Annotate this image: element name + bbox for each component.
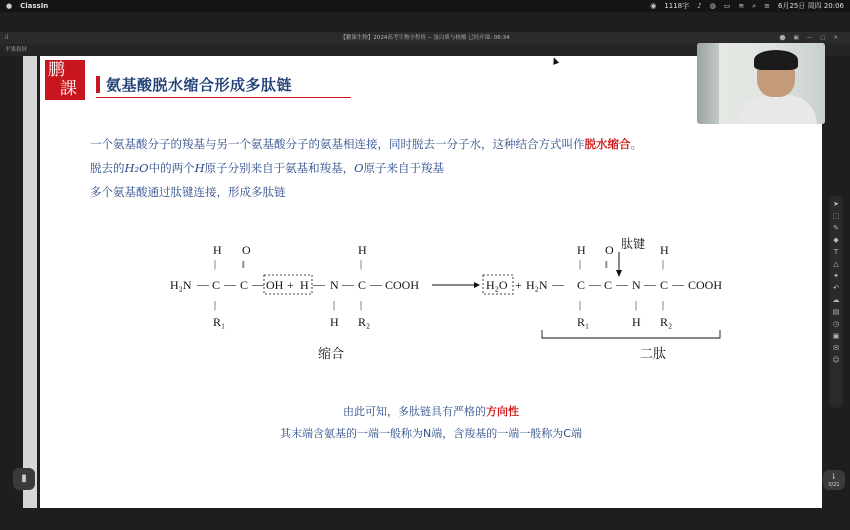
toolbox-icon[interactable]: ▤: [832, 308, 840, 316]
maximize-icon[interactable]: ▢: [820, 35, 826, 41]
app-name[interactable]: ClassIn: [20, 2, 49, 10]
dp-n-bond: |: [635, 300, 638, 311]
conclusion-1-highlight: 方向性: [486, 405, 519, 418]
p1-suffix: 。: [630, 137, 642, 151]
paragraph-1: [90, 136, 642, 152]
aa2-dash-2: —: [342, 277, 354, 291]
dp-dash-3: —: [616, 277, 628, 291]
heading-accent-bar: [96, 76, 100, 93]
brand-logo: [45, 60, 85, 100]
cloud-icon[interactable]: ☁: [832, 296, 840, 304]
peptide-bond-arrow-head: [616, 270, 622, 277]
aa2-c-alpha: C: [358, 278, 367, 292]
conclusion-line-1: [40, 403, 822, 419]
aa2-h-bottom: H: [330, 315, 339, 329]
dp-n: N: [632, 278, 641, 292]
p1-highlight: 脱水缩合: [584, 137, 631, 151]
battery-icon[interactable]: ▭: [723, 2, 731, 10]
p2-o: O: [354, 161, 364, 175]
signal-icon: ıl: [5, 34, 9, 41]
eraser-tool-icon[interactable]: ◆: [833, 236, 839, 244]
aa1-dash-2: —: [224, 277, 236, 291]
aa2-dash-3: —: [370, 277, 382, 291]
control-center-icon[interactable]: ≡: [764, 2, 771, 10]
mic-status-icon[interactable]: ⬤: [779, 35, 786, 41]
pointer-tool-icon[interactable]: ➤: [833, 200, 839, 208]
plus-sign-1: +: [287, 278, 294, 292]
aa2-n: N: [330, 278, 339, 292]
dp-r2: R₂: [660, 315, 673, 329]
close-icon[interactable]: ✕: [833, 35, 838, 41]
paragraph-3: 多个氨基酸通过肽键连接，形成多肽链: [90, 185, 286, 199]
video-bookshelf: [697, 43, 719, 124]
camera-status-icon[interactable]: ▣: [793, 35, 799, 41]
plus-sign-2: +: [515, 278, 522, 292]
wechat-icon[interactable]: ◍: [709, 2, 716, 10]
record-icon[interactable]: ◉: [650, 2, 657, 10]
water-molecule: H₂O: [486, 278, 508, 292]
chat-icon[interactable]: ✉: [833, 344, 839, 352]
undo-icon[interactable]: ↶: [833, 284, 839, 292]
dp-bond-bottom-1: |: [579, 300, 582, 311]
dp-dash-1: —: [552, 277, 564, 291]
dp-c-carbonyl: C: [604, 278, 613, 292]
p2-a: 脱去的: [90, 161, 125, 175]
p2-formula: H₂O: [124, 161, 149, 175]
aa1-double-bond: ‖: [242, 260, 245, 271]
apple-icon[interactable]: ●: [6, 2, 13, 10]
logo-char-2: 課: [60, 79, 77, 99]
oh-group: OH: [266, 278, 284, 292]
dp-bond-top-2: |: [662, 259, 665, 270]
aa2-cooh: COOH: [385, 278, 420, 292]
dp-dash-4: —: [644, 277, 656, 291]
laser-tool-icon[interactable]: ✦: [833, 272, 839, 280]
page-indicator-button[interactable]: ⇂ 0/21: [823, 470, 845, 490]
slide-heading: 氨基酸脱水缩合形成多肽链: [106, 76, 293, 94]
whiteboard-toolbar: [829, 196, 843, 408]
aa1-c-alpha: C: [212, 278, 221, 292]
aa1-o-top: O: [242, 243, 251, 257]
shape-tool-icon[interactable]: △: [833, 260, 839, 268]
conclusion-line-2: 其末端含氨基的一端一般称为N端，含羧基的一端一般称为C端: [280, 427, 582, 440]
dipeptide-caption: 二肽: [640, 346, 667, 361]
aa1-h-top: H: [213, 243, 222, 257]
minimize-icon[interactable]: —: [806, 35, 813, 41]
aa2-dash-1: —: [313, 277, 325, 291]
dp-dash-5: —: [672, 277, 684, 291]
h-of-amine: H: [300, 278, 309, 292]
aa1-dash-3: —: [252, 277, 264, 291]
mic-icon[interactable]: ♪: [697, 2, 702, 10]
left-gutter: [0, 56, 40, 530]
dp-bond-bottom-2: |: [662, 300, 665, 311]
aa1-h2n: H₂N: [170, 278, 192, 292]
video-person-hair: [754, 50, 798, 70]
slide-side-margin: [23, 56, 37, 508]
dp-h2n: H₂N: [526, 278, 548, 292]
p2-b: 中的两个: [148, 161, 195, 175]
aa2-h-top: H: [358, 243, 367, 257]
p2-d: 原子来自于羧基: [363, 161, 445, 175]
aa1-c-carboxyl: C: [240, 278, 249, 292]
dp-c-alpha-1: C: [577, 278, 586, 292]
mac-menubar: [0, 0, 850, 12]
dp-h-top-1: H: [577, 243, 586, 257]
peptide-bond-label: 肽键: [621, 237, 646, 251]
conclusion-1-text: 由此可知，多肽链具有严格的: [343, 405, 486, 418]
dp-h-bottom: H: [632, 315, 641, 329]
condense-caption: 缩合: [318, 346, 345, 361]
search-icon[interactable]: ⌕: [752, 2, 757, 10]
aa2-n-bond: |: [333, 300, 336, 311]
logo-char-1: 鹏: [48, 60, 65, 80]
wifi-icon[interactable]: ≋: [738, 2, 745, 10]
aa1-bond-top: |: [214, 259, 217, 270]
dp-dash-2: —: [589, 277, 601, 291]
aa2-bond-bottom: |: [360, 300, 363, 311]
p1-text: 一个氨基酸分子的羧基与另一个氨基酸分子的氨基相连接，同时脱去一分子水，这种结合方式叫作: [90, 137, 585, 151]
date-time[interactable]: 6月25日 周四 20:06: [778, 2, 844, 10]
heading-underline: [96, 97, 351, 98]
pen-tool-icon[interactable]: ✎: [833, 224, 839, 232]
aa1-dash-1: —: [197, 277, 209, 291]
dp-bond-top-1: |: [579, 259, 582, 270]
dp-o-top: O: [605, 243, 614, 257]
screenshot-icon[interactable]: ▣: [832, 332, 840, 340]
dp-r1: R₁: [577, 315, 590, 329]
input-method-status[interactable]: 1118字: [664, 2, 690, 10]
dp-c-alpha-2: C: [660, 278, 669, 292]
window-title: 【鹏课生物】2024高考生物全程班 -- 蛋白质与核酸 已经开课: 06:34: [340, 35, 510, 41]
p2-c: 原子分别来自于氨基和羧基，: [204, 161, 355, 175]
teacher-video-feed[interactable]: [697, 43, 825, 124]
dp-h-top-2: H: [660, 243, 669, 257]
aa1-r1: R₁: [213, 315, 226, 329]
paragraph-2: [90, 160, 444, 176]
text-tool-icon[interactable]: T: [833, 248, 839, 256]
reaction-arrow-head: [474, 282, 480, 288]
dp-double-bond: ‖: [605, 260, 608, 271]
aa1-bond-bottom: |: [214, 300, 217, 311]
p2-h: H: [194, 161, 205, 175]
condensation-diagram: [170, 234, 730, 369]
select-tool-icon[interactable]: ⬚: [832, 212, 840, 220]
dipeptide-bracket: [542, 330, 720, 338]
screen-share-label[interactable]: 平果投屏: [5, 47, 28, 53]
aa2-bond-top: |: [360, 259, 363, 270]
timer-icon[interactable]: ◷: [832, 320, 840, 328]
user-icon[interactable]: ☺: [832, 356, 840, 364]
aa2-r2: R₂: [358, 315, 371, 329]
dp-cooh: COOH: [688, 278, 723, 292]
expand-panel-button[interactable]: ▮: [13, 468, 35, 490]
